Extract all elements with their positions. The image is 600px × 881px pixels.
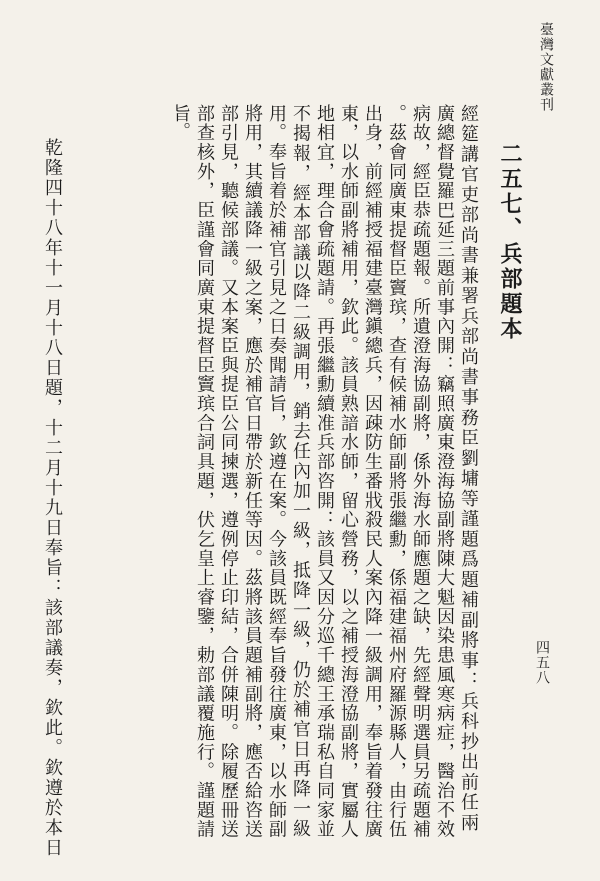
body-column: 不揭報，經本部議以降二級調用，銷去任內加一級，抵降一級，仍於補官日再降一級 [290, 104, 311, 839]
body-column: 病故，經臣恭疏題報。所遺澄海協副將，係外海水師應題之缺，先經聲明選員另疏題補 [410, 104, 431, 840]
page-number: 四五八 [534, 640, 550, 685]
date-line: 乾隆四十八年十一月十八日題，十二月十九日奉旨：該部議奏，欽此。欽遵於本日 [42, 138, 63, 859]
body-column: 廣總督覺羅巴延三題前事內開：竊照廣東澄海協副將陳大魁因染患風寒病症，醫治不效 [434, 104, 455, 840]
body-column: 。茲會同廣東提督臣竇瑸，查有候補水師副將張繼勳，係福建福州府羅源縣人，由行伍 [386, 104, 407, 840]
book-title: 臺灣文獻叢刊 [538, 22, 554, 112]
body-column: 部引見，聽候部議。又本案臣與提臣公同揀選，遵例停止印結，合併陳明。除履歷冊送 [218, 104, 239, 840]
body-column: 經筵講官吏部尚書兼署兵部尚書事務臣劉墉等謹題爲題補副將事：兵科抄出前任兩 [458, 104, 479, 834]
body-column: 旨。 [170, 104, 191, 140]
body-text [100, 104, 480, 844]
section-title: 二五七、兵部題本 [497, 142, 523, 342]
body-column: 東，以水師副將補用，欽此。該員熟諳水師，留心營務，以之補授海澄協副將，實屬人 [338, 104, 359, 840]
body-column: 部查核外，臣謹會同廣東提督臣竇瑸合詞具題，伏乞皇上睿鑒，勅部議覆施行。謹題請 [194, 104, 215, 840]
body-column: 地相宜，理合會疏題請。再張繼勳續准兵部咨開：該員又因分巡千總王承瑞私自同家並 [314, 104, 335, 840]
body-column: 將用，其續議降一級之案，應於補官日帶於新任等因。茲將該員題補副將，應否給咨送 [242, 104, 263, 840]
body-column: 出身，前經補授福建臺灣鎭總兵，因疎防生番戕殺民人案內降一級調用，奉旨着發往廣 [362, 104, 383, 840]
body-column: 用。奉旨着於補官引見之日奏聞請旨，欽遵在案。今該員既經奉旨發往廣東，以水師副 [266, 104, 287, 840]
